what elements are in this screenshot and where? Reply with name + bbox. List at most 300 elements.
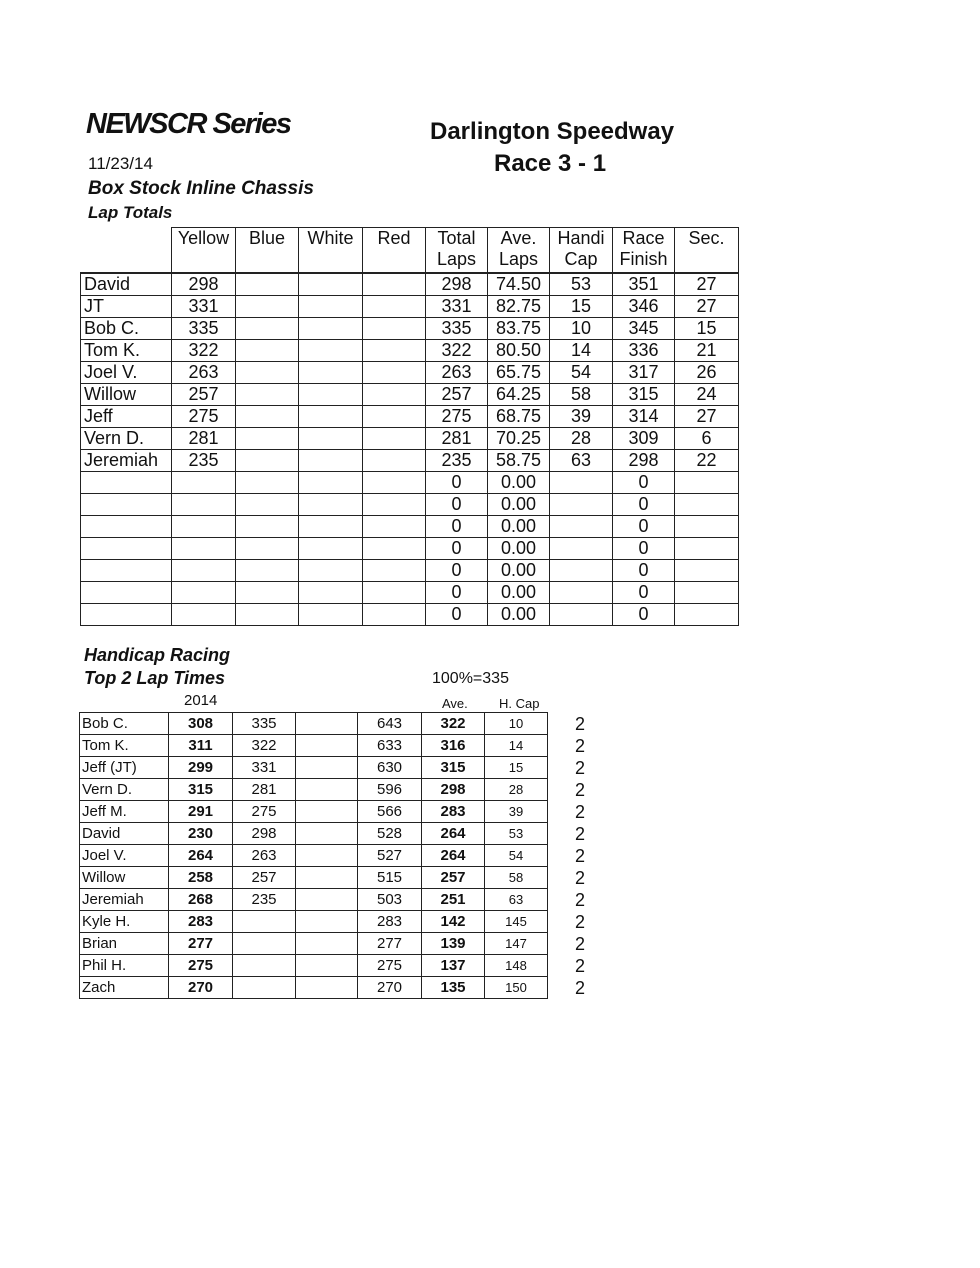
cell: 135 [422, 977, 485, 999]
cell: 335 [233, 713, 296, 735]
cell: 68.75 [488, 406, 550, 428]
column-header: Race Finish [613, 228, 675, 274]
handicap-row [80, 911, 548, 933]
cell: 58 [485, 867, 548, 889]
driver-name: JT [81, 296, 172, 318]
cell [299, 362, 363, 384]
column-header: White [299, 228, 363, 274]
cell: 147 [485, 933, 548, 955]
cell [236, 384, 299, 406]
cell: 275 [172, 406, 236, 428]
cell [172, 538, 236, 560]
cell [299, 384, 363, 406]
cell [296, 823, 358, 845]
cell: 281 [172, 428, 236, 450]
cell: 291 [169, 801, 233, 823]
cell: 633 [358, 735, 422, 757]
cell: 0.00 [488, 516, 550, 538]
cell: 39 [550, 406, 613, 428]
cell [296, 977, 358, 999]
cell [363, 472, 426, 494]
driver-name: Jeremiah [81, 450, 172, 472]
driver-name: Joel V. [80, 845, 169, 867]
driver-name: Jeff [81, 406, 172, 428]
cell: 235 [426, 450, 488, 472]
group-value: 2 [575, 890, 586, 910]
handicap-subtitle: Top 2 Lap Times [84, 668, 226, 688]
cell: 63 [485, 889, 548, 911]
cell [236, 516, 299, 538]
cell: 26 [675, 362, 739, 384]
driver-name: Phil H. [80, 955, 169, 977]
cell: 277 [358, 933, 422, 955]
cell [236, 296, 299, 318]
cell: 58 [550, 384, 613, 406]
cell: 10 [485, 713, 548, 735]
cell: 83.75 [488, 318, 550, 340]
cell: 275 [169, 955, 233, 977]
cell: 331 [233, 757, 296, 779]
cell: 268 [169, 889, 233, 911]
cell [296, 713, 358, 735]
cell: 0.00 [488, 472, 550, 494]
cell: 351 [613, 273, 675, 296]
cell [675, 560, 739, 582]
cell [236, 340, 299, 362]
table-row [81, 406, 739, 428]
cell [299, 340, 363, 362]
cell [172, 604, 236, 626]
cell: 0 [613, 516, 675, 538]
cell [299, 428, 363, 450]
cell: 58.75 [488, 450, 550, 472]
cell: 0 [426, 604, 488, 626]
cell [299, 604, 363, 626]
cell [363, 428, 426, 450]
handicap-row [80, 735, 548, 757]
cell: 331 [426, 296, 488, 318]
cell [236, 362, 299, 384]
cell: 270 [358, 977, 422, 999]
group-value: 2 [575, 802, 586, 822]
cell: 15 [550, 296, 613, 318]
cell: 0 [613, 538, 675, 560]
cell [236, 428, 299, 450]
cell: 53 [485, 823, 548, 845]
driver-name: David [81, 273, 172, 296]
cell [299, 450, 363, 472]
cell: 257 [422, 867, 485, 889]
cell: 566 [358, 801, 422, 823]
cell: 82.75 [488, 296, 550, 318]
cell: 283 [422, 801, 485, 823]
race-date: 11/23/14 [88, 154, 153, 173]
group-value: 2 [575, 846, 586, 866]
cell: 6 [675, 428, 739, 450]
cell: 64.25 [488, 384, 550, 406]
cell [236, 406, 299, 428]
cell [299, 560, 363, 582]
cell: 0 [613, 494, 675, 516]
table-row [81, 384, 739, 406]
cell: 281 [233, 779, 296, 801]
cell [296, 955, 358, 977]
cell: 257 [233, 867, 296, 889]
cell [296, 889, 358, 911]
cell: 251 [422, 889, 485, 911]
cell: 298 [172, 273, 236, 296]
column-header: Handi Cap [550, 228, 613, 274]
cell: 21 [675, 340, 739, 362]
cell [363, 604, 426, 626]
cell [363, 296, 426, 318]
cell [299, 406, 363, 428]
cell: 235 [233, 889, 296, 911]
cell: 257 [426, 384, 488, 406]
cell: 74.50 [488, 273, 550, 296]
hcap-header: H. Cap [499, 696, 540, 711]
cell: 298 [613, 450, 675, 472]
cell: 14 [485, 735, 548, 757]
driver-name [81, 560, 172, 582]
cell [233, 955, 296, 977]
cell [363, 516, 426, 538]
cell: 515 [358, 867, 422, 889]
cell: 281 [426, 428, 488, 450]
header-blank [81, 228, 172, 274]
cell: 298 [233, 823, 296, 845]
cell: 0 [613, 472, 675, 494]
table-row [81, 340, 739, 362]
cell: 28 [550, 428, 613, 450]
cell: 0 [426, 560, 488, 582]
cell: 299 [169, 757, 233, 779]
cell: 630 [358, 757, 422, 779]
cell [299, 516, 363, 538]
cell: 346 [613, 296, 675, 318]
cell: 263 [233, 845, 296, 867]
cell: 39 [485, 801, 548, 823]
cell: 0 [613, 582, 675, 604]
cell [296, 779, 358, 801]
cell [296, 911, 358, 933]
driver-name: Jeff M. [80, 801, 169, 823]
table-row [81, 296, 739, 318]
cell [296, 735, 358, 757]
cell [675, 516, 739, 538]
handicap-row [80, 955, 548, 977]
cell: 54 [550, 362, 613, 384]
driver-name [81, 582, 172, 604]
ave-header: Ave. [442, 696, 468, 711]
cell [236, 582, 299, 604]
table-row [81, 362, 739, 384]
driver-name: Jeff (JT) [80, 757, 169, 779]
group-value: 2 [575, 978, 586, 998]
cell: 230 [169, 823, 233, 845]
table-row [81, 318, 739, 340]
cell [675, 538, 739, 560]
handicap-row [80, 757, 548, 779]
cell: 311 [169, 735, 233, 757]
cell [550, 494, 613, 516]
cell [363, 362, 426, 384]
cell [675, 604, 739, 626]
group-value: 2 [575, 780, 586, 800]
cell [233, 933, 296, 955]
lap-totals-table [80, 227, 739, 626]
cell: 145 [485, 911, 548, 933]
cell: 275 [233, 801, 296, 823]
cell: 298 [422, 779, 485, 801]
handicap-row [80, 933, 548, 955]
cell [363, 538, 426, 560]
cell: 264 [169, 845, 233, 867]
cell [296, 867, 358, 889]
table-row [81, 450, 739, 472]
cell: 335 [172, 318, 236, 340]
handicap-row [80, 845, 548, 867]
cell [236, 472, 299, 494]
cell: 275 [358, 955, 422, 977]
cell [363, 273, 426, 296]
cell [550, 538, 613, 560]
table-row [81, 494, 739, 516]
cell [363, 384, 426, 406]
year-label: 2014 [184, 692, 218, 709]
cell: 15 [675, 318, 739, 340]
cell: 137 [422, 955, 485, 977]
cell [675, 582, 739, 604]
table-row [81, 472, 739, 494]
cell [172, 516, 236, 538]
driver-name: Vern D. [81, 428, 172, 450]
cell [550, 582, 613, 604]
driver-name: Tom K. [81, 340, 172, 362]
cell: 263 [426, 362, 488, 384]
driver-name [81, 538, 172, 560]
cell [299, 538, 363, 560]
cell: 283 [169, 911, 233, 933]
cell [236, 604, 299, 626]
cell [172, 472, 236, 494]
cell: 0 [426, 472, 488, 494]
cell: 275 [426, 406, 488, 428]
table-row [81, 516, 739, 538]
handicap-row [80, 801, 548, 823]
group-column [575, 713, 585, 999]
column-header: Yellow [172, 228, 236, 274]
cell [363, 450, 426, 472]
cell [236, 560, 299, 582]
table-row [81, 273, 739, 296]
cell: 15 [485, 757, 548, 779]
driver-name [81, 516, 172, 538]
cell [550, 472, 613, 494]
driver-name: Tom K. [80, 735, 169, 757]
cell [299, 494, 363, 516]
cell [299, 273, 363, 296]
cell: 263 [172, 362, 236, 384]
cell: 0 [613, 560, 675, 582]
cell: 643 [358, 713, 422, 735]
cell: 0.00 [488, 560, 550, 582]
race-number: Race 3 - 1 [494, 150, 607, 177]
cell: 27 [675, 273, 739, 296]
group-value: 2 [575, 736, 586, 756]
cell [236, 494, 299, 516]
column-header: Red [363, 228, 426, 274]
cell [550, 604, 613, 626]
cell: 80.50 [488, 340, 550, 362]
cell: 70.25 [488, 428, 550, 450]
cell: 0.00 [488, 582, 550, 604]
handicap-row [80, 823, 548, 845]
cell: 335 [426, 318, 488, 340]
cell [236, 538, 299, 560]
cell: 257 [172, 384, 236, 406]
group-value: 2 [575, 824, 586, 844]
table-row [81, 428, 739, 450]
cell [363, 340, 426, 362]
group-value: 2 [575, 758, 586, 778]
cell [172, 582, 236, 604]
driver-name: Brian [80, 933, 169, 955]
cell [550, 560, 613, 582]
cell: 270 [169, 977, 233, 999]
cell [363, 406, 426, 428]
cell: 345 [613, 318, 675, 340]
cell: 315 [169, 779, 233, 801]
cell: 258 [169, 867, 233, 889]
cell: 65.75 [488, 362, 550, 384]
cell: 0.00 [488, 494, 550, 516]
cell [299, 472, 363, 494]
handicap-table [79, 712, 548, 999]
cell: 315 [422, 757, 485, 779]
cell: 0 [426, 494, 488, 516]
cell [550, 516, 613, 538]
group-value: 2 [575, 956, 586, 976]
cell [363, 582, 426, 604]
cell [296, 845, 358, 867]
table-row [81, 582, 739, 604]
cell [299, 296, 363, 318]
cell [299, 582, 363, 604]
cell [363, 494, 426, 516]
cell [296, 801, 358, 823]
lap-totals-heading: Lap Totals [88, 203, 173, 222]
cell [236, 450, 299, 472]
cell: 0 [613, 604, 675, 626]
cell: 309 [613, 428, 675, 450]
driver-name [81, 494, 172, 516]
driver-name [81, 604, 172, 626]
driver-name: Bob C. [81, 318, 172, 340]
cell [233, 911, 296, 933]
cell: 596 [358, 779, 422, 801]
series-title: NEWSCR Series [86, 108, 291, 140]
cell: 0 [426, 516, 488, 538]
group-value: 2 [575, 912, 586, 932]
cell: 24 [675, 384, 739, 406]
cell [675, 494, 739, 516]
group-value: 2 [575, 934, 586, 954]
handicap-row [80, 867, 548, 889]
cell: 277 [169, 933, 233, 955]
track-name: Darlington Speedway [430, 118, 675, 145]
cell: 322 [172, 340, 236, 362]
cell: 322 [422, 713, 485, 735]
cell: 27 [675, 406, 739, 428]
table-row [81, 538, 739, 560]
cell: 527 [358, 845, 422, 867]
driver-name: Bob C. [80, 713, 169, 735]
handicap-row [80, 779, 548, 801]
cell [363, 560, 426, 582]
cell: 27 [675, 296, 739, 318]
driver-name: Kyle H. [80, 911, 169, 933]
cell: 0 [426, 538, 488, 560]
driver-name: David [80, 823, 169, 845]
cell: 322 [426, 340, 488, 362]
cell [296, 757, 358, 779]
cell: 316 [422, 735, 485, 757]
cell: 264 [422, 823, 485, 845]
cell: 53 [550, 273, 613, 296]
cell: 148 [485, 955, 548, 977]
cell [172, 560, 236, 582]
cell: 139 [422, 933, 485, 955]
driver-name: Willow [80, 867, 169, 889]
column-header: Sec. [675, 228, 739, 274]
driver-name: Jeremiah [80, 889, 169, 911]
percent-label: 100%=335 [432, 670, 509, 687]
column-header: Blue [236, 228, 299, 274]
cell: 331 [172, 296, 236, 318]
driver-name: Joel V. [81, 362, 172, 384]
cell: 0.00 [488, 604, 550, 626]
cell: 283 [358, 911, 422, 933]
column-header: Total Laps [426, 228, 488, 274]
table-row [81, 604, 739, 626]
cell: 315 [613, 384, 675, 406]
cell: 503 [358, 889, 422, 911]
cell [172, 494, 236, 516]
cell: 317 [613, 362, 675, 384]
cell: 336 [613, 340, 675, 362]
cell: 22 [675, 450, 739, 472]
cell: 0 [426, 582, 488, 604]
driver-name: Willow [81, 384, 172, 406]
cell: 63 [550, 450, 613, 472]
cell [299, 318, 363, 340]
cell: 14 [550, 340, 613, 362]
cell: 322 [233, 735, 296, 757]
driver-name: Vern D. [80, 779, 169, 801]
cell: 298 [426, 273, 488, 296]
cell [363, 318, 426, 340]
class-name: Box Stock Inline Chassis [88, 178, 314, 199]
group-value: 2 [575, 714, 586, 734]
cell: 314 [613, 406, 675, 428]
cell: 528 [358, 823, 422, 845]
cell: 28 [485, 779, 548, 801]
handicap-row [80, 977, 548, 999]
cell: 308 [169, 713, 233, 735]
cell [233, 977, 296, 999]
handicap-row [80, 889, 548, 911]
